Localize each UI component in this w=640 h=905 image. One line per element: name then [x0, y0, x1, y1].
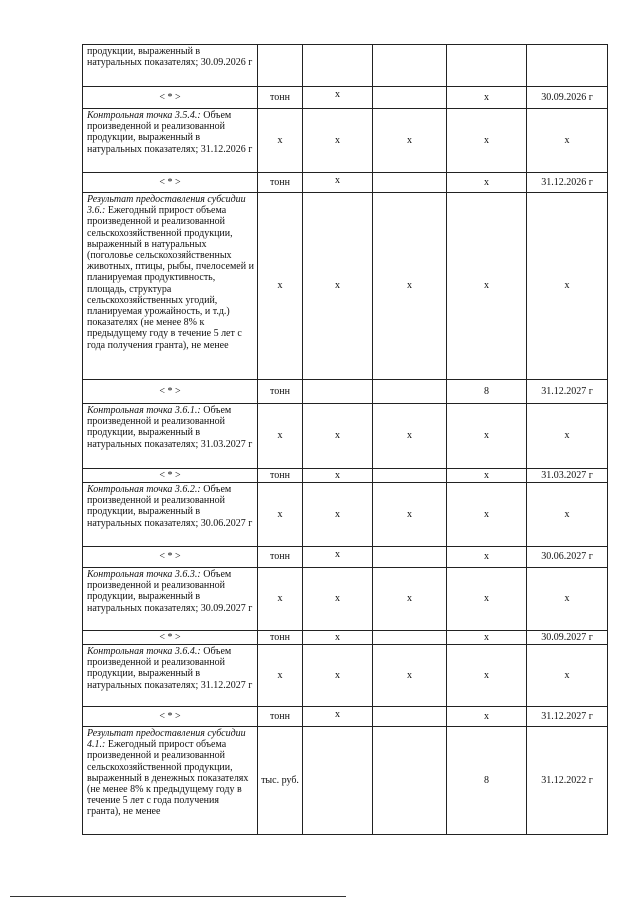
row-marker: < * > [83, 547, 258, 568]
table-row [83, 87, 608, 109]
value-cell: х [447, 404, 527, 469]
unit-cell [258, 45, 303, 87]
table-row [83, 380, 608, 404]
footnote-separator [10, 896, 346, 897]
table-row [83, 645, 608, 707]
row-description: Контрольная точка 3.5.4.: Объем произведенной и реализованной продукции, выраженный в натуральных показателях; 31.12.2026 г [83, 109, 258, 173]
unit-cell: тыс. руб. [258, 727, 303, 835]
unit-cell: х [258, 193, 303, 380]
unit-cell: тонн [258, 173, 303, 193]
date-cell: х [527, 193, 608, 380]
value-cell: х [447, 645, 527, 707]
value-cell: х [303, 469, 373, 483]
value-cell: х [373, 109, 447, 173]
date-cell: 31.12.2027 г [527, 707, 608, 727]
value-cell: х [373, 568, 447, 631]
results-table [82, 44, 608, 835]
date-cell: 31.12.2027 г [527, 380, 608, 404]
value-cell [373, 707, 447, 727]
value-cell: х [303, 173, 373, 193]
row-description: Контрольная точка 3.6.3.: Объем произведенной и реализованной продукции, выраженный в натуральных показателях; 30.09.2027 г [83, 568, 258, 631]
row-description: Контрольная точка 3.6.4.: Объем произведенной и реализованной продукции, выраженный в натуральных показателях; 31.12.2027 г [83, 645, 258, 707]
value-cell [373, 45, 447, 87]
value-cell: 8 [447, 380, 527, 404]
unit-cell: тонн [258, 707, 303, 727]
row-description: Результат предоставления субсидии 3.6.: Ежегодный прирост объема произведенной и реализованной сельскохозяйственной продукции, выраженный в натуральных (поголовье сельскохозяйственных животных, птицы, рыбы, пчелосемей и планируемая продуктивность, площадь, структура сельскохозяйственных угодий, планируемая урожайность, и т.д.) показателях (не менее 8% к предыдущему году в течение 5 лет с года получения гранта), не менее [83, 193, 258, 380]
value-cell: х [303, 404, 373, 469]
date-cell: 31.12.2026 г [527, 173, 608, 193]
value-cell: х [447, 469, 527, 483]
value-cell [373, 631, 447, 645]
unit-cell: х [258, 645, 303, 707]
value-cell: х [447, 547, 527, 568]
table-row [83, 193, 608, 380]
table-row [83, 631, 608, 645]
value-cell [373, 87, 447, 109]
table-row [83, 173, 608, 193]
unit-cell: х [258, 109, 303, 173]
date-cell: х [527, 404, 608, 469]
date-cell: 30.09.2026 г [527, 87, 608, 109]
value-cell: х [447, 87, 527, 109]
value-cell [373, 173, 447, 193]
date-cell [527, 45, 608, 87]
row-description: Контрольная точка 3.6.2.: Объем произведенной и реализованной продукции, выраженный в натуральных показателях; 30.06.2027 г [83, 483, 258, 547]
date-cell: 30.09.2027 г [527, 631, 608, 645]
table-row [83, 568, 608, 631]
value-cell [303, 380, 373, 404]
value-cell: х [303, 645, 373, 707]
table-row [83, 483, 608, 547]
value-cell [447, 45, 527, 87]
value-cell: х [447, 631, 527, 645]
unit-cell: х [258, 404, 303, 469]
value-cell: х [303, 631, 373, 645]
table-row [83, 707, 608, 727]
date-cell: 31.03.2027 г [527, 469, 608, 483]
value-cell [373, 727, 447, 835]
value-cell: х [303, 109, 373, 173]
date-cell: 31.12.2022 г [527, 727, 608, 835]
date-cell: х [527, 483, 608, 547]
row-description: Контрольная точка 3.6.1.: Объем произведенной и реализованной продукции, выраженный в натуральных показателях; 31.03.2027 г [83, 404, 258, 469]
row-marker: < * > [83, 87, 258, 109]
value-cell [373, 547, 447, 568]
row-marker: < * > [83, 631, 258, 645]
value-cell: х [447, 173, 527, 193]
value-cell: х [303, 568, 373, 631]
table-row [83, 45, 608, 87]
value-cell: х [447, 568, 527, 631]
unit-cell: тонн [258, 87, 303, 109]
unit-cell: тонн [258, 469, 303, 483]
value-cell [373, 469, 447, 483]
date-cell: х [527, 109, 608, 173]
table-row [83, 404, 608, 469]
value-cell [303, 727, 373, 835]
date-cell: х [527, 645, 608, 707]
value-cell: х [447, 707, 527, 727]
value-cell: х [447, 193, 527, 380]
value-cell: х [303, 483, 373, 547]
unit-cell: тонн [258, 380, 303, 404]
row-description: продукции, выраженный в натуральных показателях; 30.09.2026 г [83, 45, 258, 87]
unit-cell: х [258, 568, 303, 631]
table-row [83, 727, 608, 835]
table-row [83, 469, 608, 483]
value-cell: х [447, 483, 527, 547]
row-description: Результат предоставления субсидии 4.1.: Ежегодный прирост объема произведенной и реализованной сельскохозяйственной продукции, выраженный в денежных показателях (не менее 8% к предыдущему году в течение 5 лет с года получения гранта), не менее [83, 727, 258, 835]
value-cell: х [373, 404, 447, 469]
row-marker: < * > [83, 173, 258, 193]
date-cell: х [527, 568, 608, 631]
value-cell: х [303, 707, 373, 727]
value-cell: х [303, 193, 373, 380]
value-cell [373, 380, 447, 404]
value-cell: х [447, 109, 527, 173]
value-cell: 8 [447, 727, 527, 835]
value-cell [303, 45, 373, 87]
value-cell: х [373, 645, 447, 707]
table-row [83, 109, 608, 173]
unit-cell: тонн [258, 631, 303, 645]
date-cell: 30.06.2027 г [527, 547, 608, 568]
row-marker: < * > [83, 469, 258, 483]
value-cell: х [303, 547, 373, 568]
table-row [83, 547, 608, 568]
row-marker: < * > [83, 380, 258, 404]
value-cell: х [303, 87, 373, 109]
unit-cell: тонн [258, 547, 303, 568]
row-marker: < * > [83, 707, 258, 727]
value-cell: х [373, 193, 447, 380]
unit-cell: х [258, 483, 303, 547]
value-cell: х [373, 483, 447, 547]
